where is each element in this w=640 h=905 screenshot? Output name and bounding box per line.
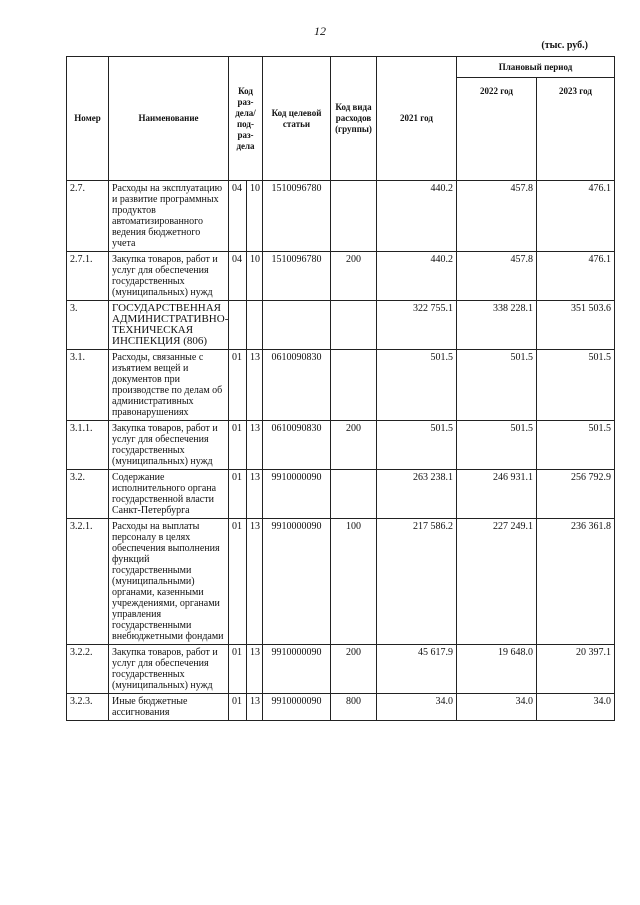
row-target-code: 0610090830 bbox=[263, 421, 331, 470]
row-value-2022: 457.8 bbox=[457, 181, 537, 252]
header-year-2022: 2022 год bbox=[457, 78, 537, 181]
table-row bbox=[67, 645, 615, 694]
row-subsection: 13 bbox=[247, 645, 263, 694]
row-value-2023: 236 361.8 bbox=[537, 519, 615, 645]
row-value-2022: 19 648.0 bbox=[457, 645, 537, 694]
row-value-2021: 34.0 bbox=[377, 694, 457, 721]
row-target-code: 9910000090 bbox=[263, 470, 331, 519]
row-expense-type bbox=[331, 181, 377, 252]
row-name: Иные бюджетные ассигнования bbox=[109, 694, 229, 721]
header-expense-type-code: Код вида расходов (группы) bbox=[331, 57, 377, 181]
row-expense-type: 200 bbox=[331, 645, 377, 694]
row-value-2021: 440.2 bbox=[377, 181, 457, 252]
row-target-code: 9910000090 bbox=[263, 694, 331, 721]
row-value-2023: 20 397.1 bbox=[537, 645, 615, 694]
row-value-2023: 476.1 bbox=[537, 181, 615, 252]
row-value-2023: 34.0 bbox=[537, 694, 615, 721]
table-row bbox=[67, 421, 615, 470]
row-section: 04 bbox=[229, 252, 247, 301]
row-expense-type bbox=[331, 301, 377, 350]
row-number: 2.7.1. bbox=[67, 252, 109, 301]
row-value-2022: 34.0 bbox=[457, 694, 537, 721]
row-value-2022: 246 931.1 bbox=[457, 470, 537, 519]
row-target-code: 1510096780 bbox=[263, 181, 331, 252]
header-name: Наименование bbox=[109, 57, 229, 181]
header-planning-period: Плановый период bbox=[457, 57, 615, 78]
row-section: 01 bbox=[229, 694, 247, 721]
row-subsection: 10 bbox=[247, 252, 263, 301]
row-value-2022: 227 249.1 bbox=[457, 519, 537, 645]
row-target-code: 9910000090 bbox=[263, 519, 331, 645]
row-name: Закупка товаров, работ и услуг для обеспечения государственных (муниципальных) нужд bbox=[109, 645, 229, 694]
row-value-2021: 440.2 bbox=[377, 252, 457, 301]
row-subsection: 10 bbox=[247, 181, 263, 252]
row-value-2021: 45 617.9 bbox=[377, 645, 457, 694]
row-value-2021: 322 755.1 bbox=[377, 301, 457, 350]
row-section: 01 bbox=[229, 470, 247, 519]
row-value-2021: 501.5 bbox=[377, 421, 457, 470]
row-number: 3.1.1. bbox=[67, 421, 109, 470]
page-number: 12 bbox=[314, 24, 326, 38]
row-name: ГОСУДАРСТВЕННАЯ АДМИНИСТРАТИВНО-ТЕХНИЧЕСКАЯ ИНСПЕКЦИЯ (806) bbox=[109, 301, 229, 350]
row-name: Расходы на выплаты персоналу в целях обеспечения выполнения функций государственными (муниципальными) органами, казенными учреждениями, органами управления государственными внебюджетными фондами bbox=[109, 519, 229, 645]
row-section bbox=[229, 301, 247, 350]
row-number: 3.2. bbox=[67, 470, 109, 519]
row-subsection: 13 bbox=[247, 421, 263, 470]
row-value-2023: 476.1 bbox=[537, 252, 615, 301]
row-value-2022: 457.8 bbox=[457, 252, 537, 301]
row-subsection: 13 bbox=[247, 519, 263, 645]
header-year-2023: 2023 год bbox=[537, 78, 615, 181]
table-row bbox=[67, 694, 615, 721]
row-expense-type: 200 bbox=[331, 252, 377, 301]
row-name: Закупка товаров, работ и услуг для обеспечения государственных (муниципальных) нужд bbox=[109, 421, 229, 470]
row-value-2022: 501.5 bbox=[457, 421, 537, 470]
row-name: Расходы, связанные с изъятием вещей и документов при производстве по делам об административных правонарушениях bbox=[109, 350, 229, 421]
row-value-2023: 351 503.6 bbox=[537, 301, 615, 350]
row-value-2021: 501.5 bbox=[377, 350, 457, 421]
row-value-2023: 256 792.9 bbox=[537, 470, 615, 519]
row-target-code: 9910000090 bbox=[263, 645, 331, 694]
header-section-code: Код раз-дела/ под-раз-дела bbox=[229, 57, 263, 181]
row-value-2021: 217 586.2 bbox=[377, 519, 457, 645]
row-expense-type: 100 bbox=[331, 519, 377, 645]
row-value-2023: 501.5 bbox=[537, 421, 615, 470]
row-expense-type bbox=[331, 350, 377, 421]
row-target-code: 1510096780 bbox=[263, 252, 331, 301]
budget-table bbox=[66, 56, 615, 721]
row-section: 01 bbox=[229, 350, 247, 421]
row-value-2022: 338 228.1 bbox=[457, 301, 537, 350]
row-subsection: 13 bbox=[247, 694, 263, 721]
row-number: 3.2.1. bbox=[67, 519, 109, 645]
row-number: 3.2.3. bbox=[67, 694, 109, 721]
row-number: 3.2.2. bbox=[67, 645, 109, 694]
row-value-2023: 501.5 bbox=[537, 350, 615, 421]
table-row bbox=[67, 252, 615, 301]
table-row bbox=[67, 181, 615, 252]
row-number: 2.7. bbox=[67, 181, 109, 252]
row-number: 3. bbox=[67, 301, 109, 350]
table-row bbox=[67, 301, 615, 350]
header-number: Номер bbox=[67, 57, 109, 181]
row-expense-type bbox=[331, 470, 377, 519]
row-target-code: 0610090830 bbox=[263, 350, 331, 421]
row-value-2022: 501.5 bbox=[457, 350, 537, 421]
table-row bbox=[67, 519, 615, 645]
row-name: Содержание исполнительного органа государственной власти Санкт-Петербурга bbox=[109, 470, 229, 519]
row-section: 01 bbox=[229, 421, 247, 470]
row-subsection bbox=[247, 301, 263, 350]
row-subsection: 13 bbox=[247, 470, 263, 519]
table-row bbox=[67, 470, 615, 519]
row-name: Расходы на эксплуатацию и развитие программных продуктов автоматизированного ведения бюджетного учета bbox=[109, 181, 229, 252]
row-name: Закупка товаров, работ и услуг для обеспечения государственных (муниципальных) нужд bbox=[109, 252, 229, 301]
row-target-code bbox=[263, 301, 331, 350]
table-row bbox=[67, 350, 615, 421]
row-subsection: 13 bbox=[247, 350, 263, 421]
row-number: 3.1. bbox=[67, 350, 109, 421]
row-expense-type: 800 bbox=[331, 694, 377, 721]
row-section: 01 bbox=[229, 645, 247, 694]
row-expense-type: 200 bbox=[331, 421, 377, 470]
header-year-2021: 2021 год bbox=[377, 57, 457, 181]
row-section: 01 bbox=[229, 519, 247, 645]
row-section: 04 bbox=[229, 181, 247, 252]
row-value-2021: 263 238.1 bbox=[377, 470, 457, 519]
header-target-code: Код целевой статьи bbox=[263, 57, 331, 181]
units-label: (тыс. руб.) bbox=[541, 40, 588, 51]
